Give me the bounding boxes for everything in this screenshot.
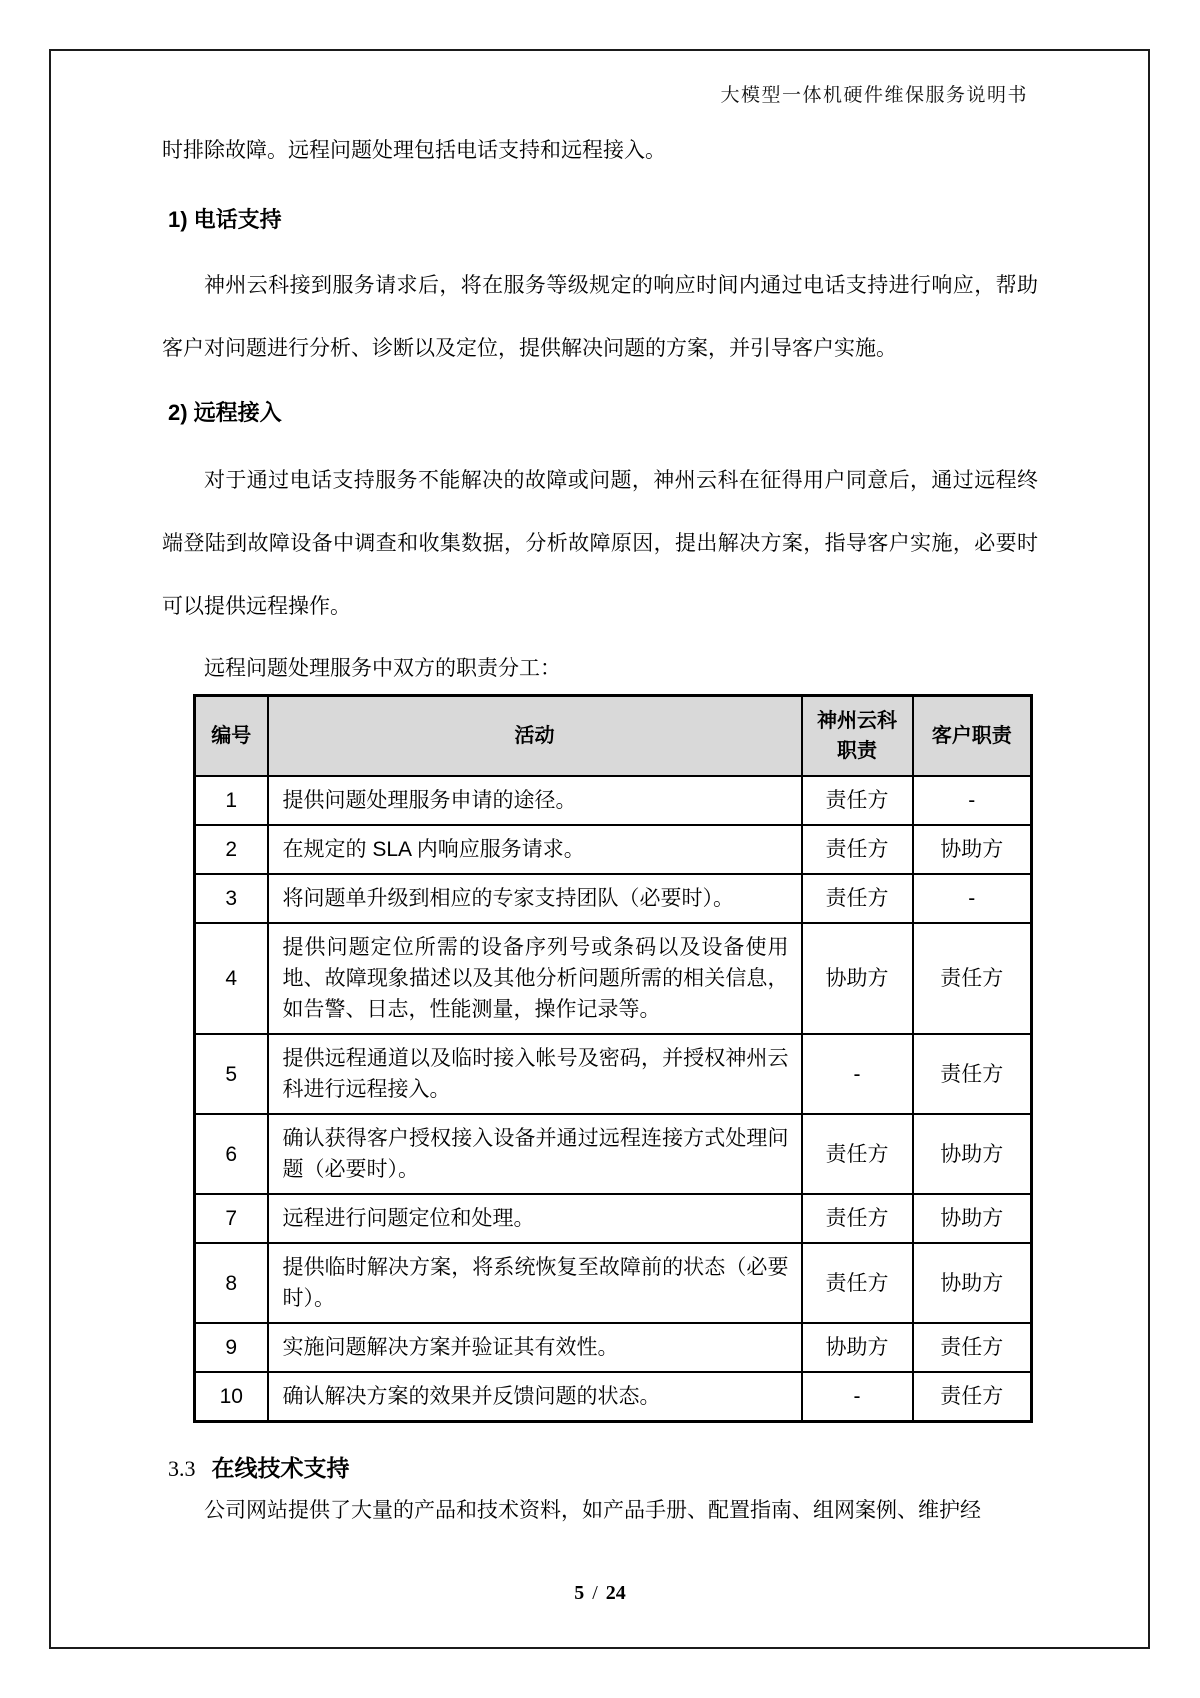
column-header-activity: 活动 bbox=[268, 696, 802, 777]
cell-activity: 远程进行问题定位和处理。 bbox=[268, 1194, 802, 1243]
cell-no: 8 bbox=[195, 1243, 268, 1323]
cell-no: 6 bbox=[195, 1114, 268, 1194]
cell-activity: 在规定的 SLA 内响应服务请求。 bbox=[268, 825, 802, 874]
table-row bbox=[195, 1372, 1032, 1422]
section-title: 在线技术支持 bbox=[211, 1455, 350, 1481]
cell-owner: 责任方 bbox=[802, 1194, 913, 1243]
cell-owner: 协助方 bbox=[802, 1323, 913, 1372]
cell-no: 4 bbox=[195, 923, 268, 1034]
cell-customer: 责任方 bbox=[913, 1034, 1032, 1114]
cell-activity: 提供问题定位所需的设备序列号或条码以及设备使用地、故障现象描述以及其他分析问题所需的相关信息，如告警、日志，性能测量，操作记录等。 bbox=[268, 923, 802, 1034]
cell-customer: - bbox=[913, 776, 1032, 825]
cell-activity: 提供问题处理服务申请的途径。 bbox=[268, 776, 802, 825]
column-header-customer: 客户职责 bbox=[913, 696, 1032, 777]
running-header-title: 大模型一体机硬件维保服务说明书 bbox=[720, 85, 1028, 106]
cell-activity: 确认解决方案的效果并反馈问题的状态。 bbox=[268, 1372, 802, 1422]
paragraph-phone-support: 神州云科接到服务请求后，将在服务等级规定的响应时间内通过电话支持进行响应，帮助客户对问题进行分析、诊断以及定位，提供解决问题的方案，并引导客户实施。 bbox=[162, 274, 1038, 360]
cell-no: 2 bbox=[195, 825, 268, 874]
cell-customer: 责任方 bbox=[913, 1372, 1032, 1422]
cell-customer: - bbox=[913, 874, 1032, 923]
cell-customer: 协助方 bbox=[913, 1243, 1032, 1323]
cell-customer: 协助方 bbox=[913, 1194, 1032, 1243]
table-row bbox=[195, 825, 1032, 874]
paragraph-online-support: 公司网站提供了大量的产品和技术资料，如产品手册、配置指南、组网案例、维护经 bbox=[204, 1499, 981, 1522]
table-row bbox=[195, 923, 1032, 1034]
cell-owner: 责任方 bbox=[802, 825, 913, 874]
paragraph-table-lead: 远程问题处理服务中双方的职责分工： bbox=[204, 657, 561, 680]
responsibility-table bbox=[193, 694, 1033, 1423]
cell-owner: 责任方 bbox=[802, 776, 913, 825]
cell-owner: 协助方 bbox=[802, 923, 913, 1034]
cell-no: 10 bbox=[195, 1372, 268, 1422]
cell-activity: 提供远程通道以及临时接入帐号及密码，并授权神州云科进行远程接入。 bbox=[268, 1034, 802, 1114]
table-row bbox=[195, 1323, 1032, 1372]
cell-customer: 协助方 bbox=[913, 825, 1032, 874]
cell-customer: 责任方 bbox=[913, 1323, 1032, 1372]
table-row bbox=[195, 776, 1032, 825]
cell-activity: 实施问题解决方案并验证其有效性。 bbox=[268, 1323, 802, 1372]
paragraph-continuation: 时排除故障。远程问题处理包括电话支持和远程接入。 bbox=[162, 139, 666, 162]
cell-owner: 责任方 bbox=[802, 874, 913, 923]
cell-no: 9 bbox=[195, 1323, 268, 1372]
heading-remote-access: 2) 远程接入 bbox=[168, 400, 282, 425]
table-row bbox=[195, 874, 1032, 923]
table-header-row bbox=[195, 696, 1032, 777]
cell-owner: - bbox=[802, 1372, 913, 1422]
table-row bbox=[195, 1243, 1032, 1323]
column-header-owner bbox=[802, 696, 913, 777]
footer-total-pages: 24 bbox=[605, 1582, 626, 1604]
page-footer bbox=[0, 1582, 1200, 1605]
cell-customer: 责任方 bbox=[913, 923, 1032, 1034]
column-header-owner-line1: 神州云科 bbox=[817, 710, 897, 732]
cell-activity: 确认获得客户授权接入设备并通过远程连接方式处理问题（必要时）。 bbox=[268, 1114, 802, 1194]
cell-owner: - bbox=[802, 1034, 913, 1114]
section-number: 3.3 bbox=[168, 1456, 196, 1481]
table-row bbox=[195, 1114, 1032, 1194]
cell-no: 1 bbox=[195, 776, 268, 825]
table-row bbox=[195, 1194, 1032, 1243]
cell-activity: 将问题单升级到相应的专家支持团队（必要时）。 bbox=[268, 874, 802, 923]
paragraph-remote-access: 对于通过电话支持服务不能解决的故障或问题，神州云科在征得用户同意后，通过远程终端登陆到故障设备中调查和收集数据，分析故障原因，提出解决方案，指导客户实施，必要时可以提供远程操作。 bbox=[162, 469, 1038, 618]
cell-owner: 责任方 bbox=[802, 1243, 913, 1323]
footer-separator: / bbox=[592, 1582, 598, 1604]
column-header-no: 编号 bbox=[195, 696, 268, 777]
table-row bbox=[195, 1034, 1032, 1114]
cell-activity: 提供临时解决方案，将系统恢复至故障前的状态（必要时）。 bbox=[268, 1243, 802, 1323]
column-header-owner-line2: 职责 bbox=[837, 740, 877, 762]
footer-page-number: 5 bbox=[574, 1582, 585, 1604]
cell-owner: 责任方 bbox=[802, 1114, 913, 1194]
cell-customer: 协助方 bbox=[913, 1114, 1032, 1194]
cell-no: 3 bbox=[195, 874, 268, 923]
cell-no: 7 bbox=[195, 1194, 268, 1243]
heading-phone-support: 1) 电话支持 bbox=[168, 207, 282, 232]
cell-no: 5 bbox=[195, 1034, 268, 1114]
